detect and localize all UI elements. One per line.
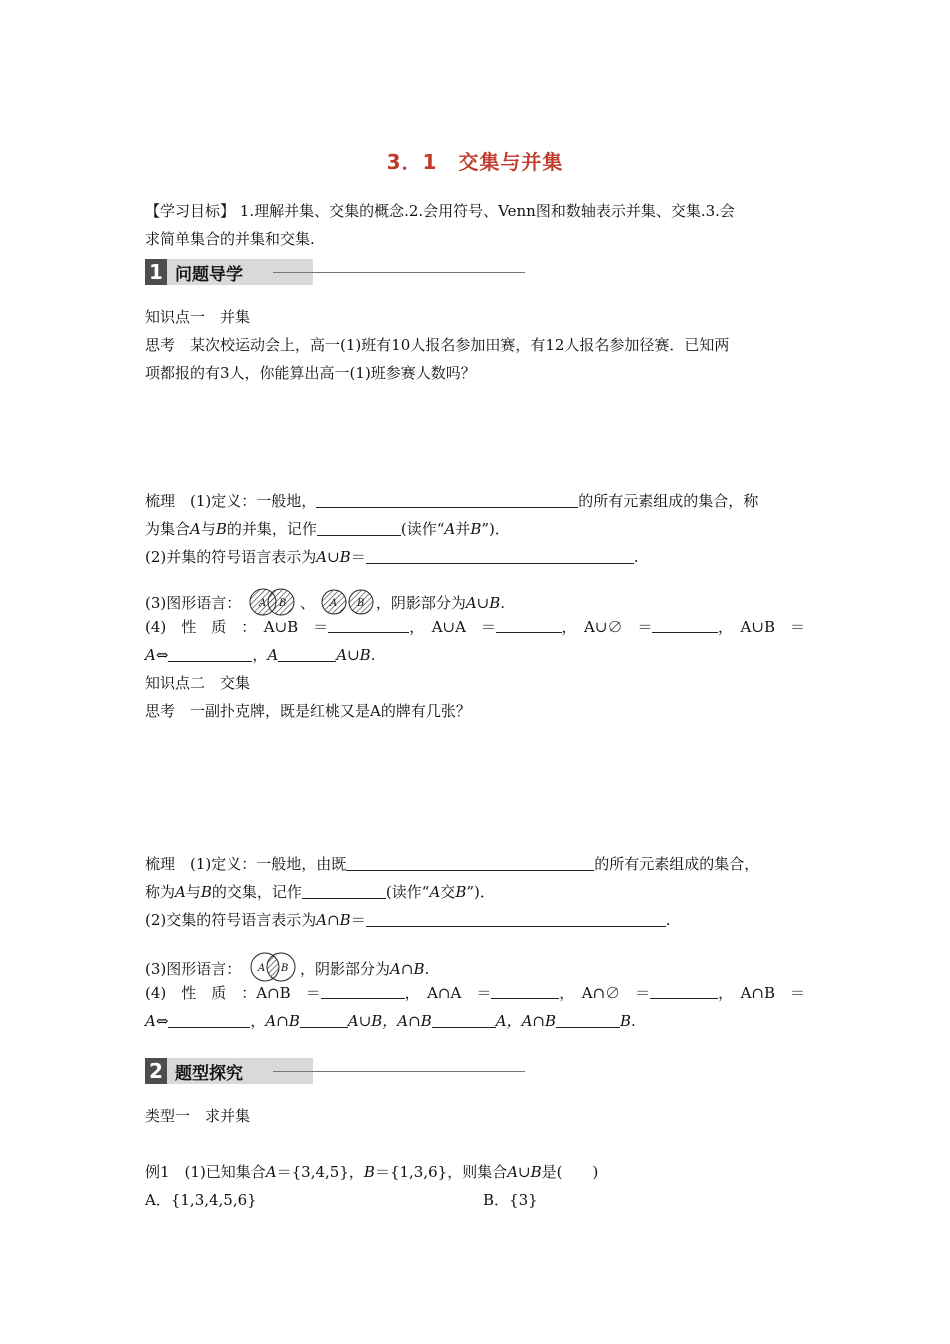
union-venn-diagram-disjoint: [320, 586, 376, 618]
kp1-summary-line-1: 梳理 (1)定义：一般地， 的所有元素组成的集合，称: [145, 492, 759, 510]
kp2-properties-line-2: A⇔ ，A∩B A∪B，A∩B A，A∩B B.: [145, 1012, 636, 1030]
answer-blank[interactable]: [366, 910, 666, 927]
section-label: 问题导学: [175, 264, 243, 285]
kp2-think: 思考 一副扑克牌，既是红桃又是A的牌有几张？: [145, 702, 471, 720]
answer-blank[interactable]: [366, 547, 634, 564]
answer-blank[interactable]: [168, 1011, 250, 1028]
option-a[interactable]: A．{1,3,4,5,6}: [145, 1191, 257, 1209]
section-number: 2: [145, 1058, 167, 1084]
answer-blank[interactable]: [328, 616, 409, 633]
kp1-properties-line-2: A⇔ ，A A∪B.: [145, 646, 376, 664]
answer-blank[interactable]: [168, 645, 252, 662]
kp1-graphic-line: (3)图形语言： A B 、 A B ，阴影部分为A∪B.: [145, 586, 505, 618]
svg-text:B: B: [279, 598, 287, 609]
type1-heading: 类型一 求并集: [145, 1107, 251, 1125]
section-label: 题型探究: [175, 1063, 243, 1084]
section-number: 1: [145, 259, 167, 285]
svg-text:A: A: [259, 598, 267, 609]
kp2-summary-line-2: 称为A与B的交集，记作 (读作“A交B”)．: [145, 883, 495, 901]
kp1-summary-line-2: 为集合A与B的并集，记作 (读作“A并B”)．: [145, 520, 510, 538]
kp1-think-line-1: 思考 某次校运动会上，高一(1)班有10人报名参加田赛，有12人报名参加径赛．已知两: [145, 336, 730, 354]
svg-text:B: B: [356, 598, 365, 609]
kp1-heading: 知识点一 并集: [145, 308, 251, 326]
section-header-2: [145, 1058, 313, 1084]
objectives-label: 【学习目标】: [145, 202, 236, 220]
answer-blank[interactable]: [300, 1011, 348, 1028]
section-divider: [273, 1071, 525, 1072]
answer-blank[interactable]: [432, 1011, 496, 1028]
section-divider: [273, 272, 525, 273]
page-title: 3．1 交集与并集: [386, 150, 564, 174]
objectives-line-1: 【学习目标】 1.理解并集、交集的概念.2.会用符号、Venn图和数轴表示并集、交集.3.会: [145, 202, 735, 220]
option-b[interactable]: B．{3}: [483, 1191, 538, 1209]
answer-blank[interactable]: [316, 491, 578, 508]
answer-blank[interactable]: [652, 616, 718, 633]
answer-blank[interactable]: [346, 854, 594, 871]
answer-blank[interactable]: [317, 519, 401, 536]
example1-question: 例1 (1)已知集合A＝{3,4,5}，B＝{1,3,6}，则集合A∪B是( ): [145, 1163, 599, 1181]
svg-text:B: B: [281, 963, 289, 974]
kp1-symbol-line: (2)并集的符号语言表示为A∪B＝ .: [145, 548, 639, 566]
kp1-think-line-2: 项都报的有3人，你能算出高一(1)班参赛人数吗？: [145, 364, 476, 382]
answer-blank[interactable]: [496, 616, 562, 633]
kp2-graphic-line: (3)图形语言： A B ，阴影部分为A∩B.: [145, 950, 429, 984]
answer-blank[interactable]: [278, 645, 336, 662]
answer-blank[interactable]: [650, 982, 718, 999]
objectives-line-2: 求简单集合的并集和交集.: [145, 230, 315, 248]
kp2-symbol-line: (2)交集的符号语言表示为A∩B＝ .: [145, 911, 671, 929]
kp2-properties-line-1: (4) 性 质 ：A∩B ＝ ， A∩A ＝ ， A∩∅ ＝ ， A∩B ＝: [145, 984, 806, 1002]
svg-text:A: A: [329, 598, 338, 609]
kp2-heading: 知识点二 交集: [145, 674, 251, 692]
intersection-venn-diagram: [246, 950, 300, 984]
answer-blank[interactable]: [321, 982, 405, 999]
svg-text:A: A: [258, 963, 266, 974]
section-header-1: [145, 259, 313, 285]
union-venn-diagram-overlap: [246, 586, 300, 618]
answer-blank[interactable]: [556, 1011, 620, 1028]
answer-blank[interactable]: [302, 882, 386, 899]
kp2-summary-line-1: 梳理 (1)定义：一般地，由既 的所有元素组成的集合，: [145, 855, 760, 873]
kp1-properties-line-1: (4) 性 质 ： A∪B ＝ ， A∪A ＝ ， A∪∅ ＝ ， A∪B ＝: [145, 618, 805, 636]
answer-blank[interactable]: [491, 982, 559, 999]
